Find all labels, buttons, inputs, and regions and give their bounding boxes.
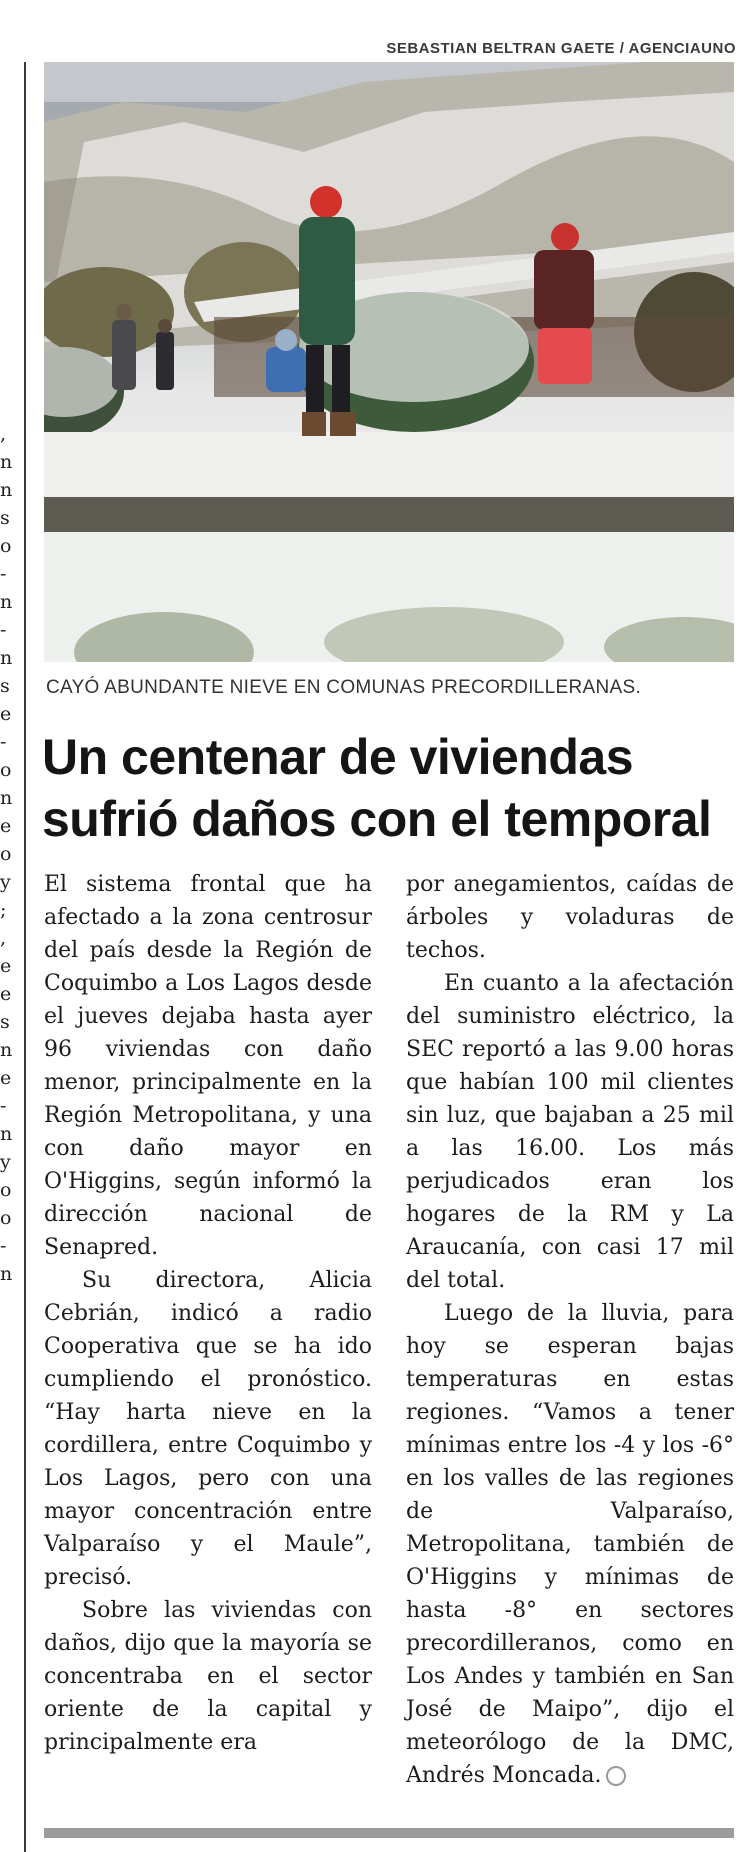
adjacent-column-fragment: s: [0, 675, 10, 697]
adjacent-column-fragment: n: [0, 451, 13, 473]
article-column-right: [406, 868, 734, 1792]
paragraph-2: Su directora, Alicia Cebrián, indicó a radio Cooperativa que se ha ido cumpliendo el pronóstico. “Hay harta nieve en la cordillera, entre Coquimbo y Los Lagos, pero con una mayor concentración entre Valparaíso y el Maule”, precisó.: [44, 1268, 372, 1590]
adjacent-column-fragment: n: [0, 1123, 13, 1145]
paragraph-4: En cuanto a la afectación del suministro eléctrico, la SEC reportó a las 9.00 horas que habían 100 mil clientes sin luz, que bajaban a 25 mil a las 16.00. Los más perjudicados eran los hogares de la RM y La Araucanía, con casi 17 mil del total.: [406, 971, 734, 1293]
adjacent-column-fragment: o: [0, 1179, 12, 1201]
adjacent-column-fragment: e: [0, 1067, 12, 1089]
adjacent-column-fragment: -: [0, 731, 7, 753]
column-divider-rule: [24, 62, 26, 1852]
adjacent-column-fragment: ,: [0, 423, 7, 445]
end-of-article-icon: [606, 1766, 626, 1786]
paragraph-3-continued: por anegamientos, caídas de árboles y voladuras de techos.: [406, 872, 734, 963]
adjacent-column-fragment: -: [0, 563, 7, 585]
adjacent-column-fragment: e: [0, 815, 12, 837]
bottom-divider-bar: [44, 1828, 734, 1838]
news-photo: [44, 62, 734, 662]
adjacent-column-fragment: n: [0, 591, 13, 613]
paragraph-1: El sistema frontal que ha afectado a la zona centrosur del país desde la Región de Coquimbo a Los Lagos desde el jueves dejaba hasta ayer 96 viviendas con daño menor, principalmente en la Región Metropolitana, y una con daño mayor en O'Higgins, según informó la dirección nacional de Senapred.: [44, 872, 372, 1260]
adjacent-column-fragment: -: [0, 1235, 7, 1257]
adjacent-column-fragment: ,: [0, 927, 7, 949]
adjacent-column-fragment: y: [0, 871, 11, 893]
paragraph-5: [406, 1297, 734, 1792]
adjacent-column-fragment: n: [0, 647, 13, 669]
adjacent-column-fragment: s: [0, 1011, 10, 1033]
adjacent-column-fragment: ;: [0, 899, 7, 921]
snow-scene-illustration: [44, 62, 734, 662]
article-headline: [42, 726, 742, 850]
adjacent-column-fragment: o: [0, 535, 12, 557]
adjacent-column-fragment: e: [0, 983, 12, 1005]
adjacent-column-fragment: e: [0, 955, 12, 977]
adjacent-column-fragments: [0, 420, 14, 1288]
adjacent-column-fragment: n: [0, 787, 13, 809]
photo-caption: CAYÓ ABUNDANTE NIEVE EN COMUNAS PRECORDILLERANAS.: [46, 677, 642, 698]
photo-credit: SEBASTIAN BELTRAN GAETE / AGENCIAUNO: [386, 40, 736, 57]
adjacent-column-fragment: -: [0, 1095, 7, 1117]
paragraph-3: Sobre las viviendas con daños, dijo que la mayoría se concentraba en el sector oriente de la capital y principalmente era: [44, 1598, 372, 1755]
adjacent-column-fragment: n: [0, 479, 13, 501]
adjacent-column-fragment: s: [0, 507, 10, 529]
adjacent-column-fragment: y: [0, 1151, 11, 1173]
adjacent-column-fragment: o: [0, 843, 12, 865]
adjacent-column-fragment: n: [0, 1263, 13, 1285]
headline-line-1: Un centenar de viviendas: [42, 729, 634, 785]
paragraph-5-text: Luego de la lluvia, para hoy se esperan bajas temperaturas en estas regiones. “Vamos a tener mínimas entre los -4 y los -6° en los valles de las regiones de Valparaíso, Metropolitana, también de O'Higgins y mínimas de hasta -8° en sectores precordilleranos, como en Los Andes y también en San José de Maipo”, dijo el meteorólogo de la DMC, Andrés Moncada.: [406, 1301, 734, 1788]
adjacent-column-fragment: -: [0, 619, 7, 641]
adjacent-column-fragment: o: [0, 1207, 12, 1229]
adjacent-column-fragment: o: [0, 759, 12, 781]
adjacent-column-fragment: e: [0, 703, 12, 725]
article-column-left: [44, 868, 372, 1759]
headline-line-2: sufrió daños con el temporal: [42, 791, 712, 847]
adjacent-column-fragment: n: [0, 1039, 13, 1061]
